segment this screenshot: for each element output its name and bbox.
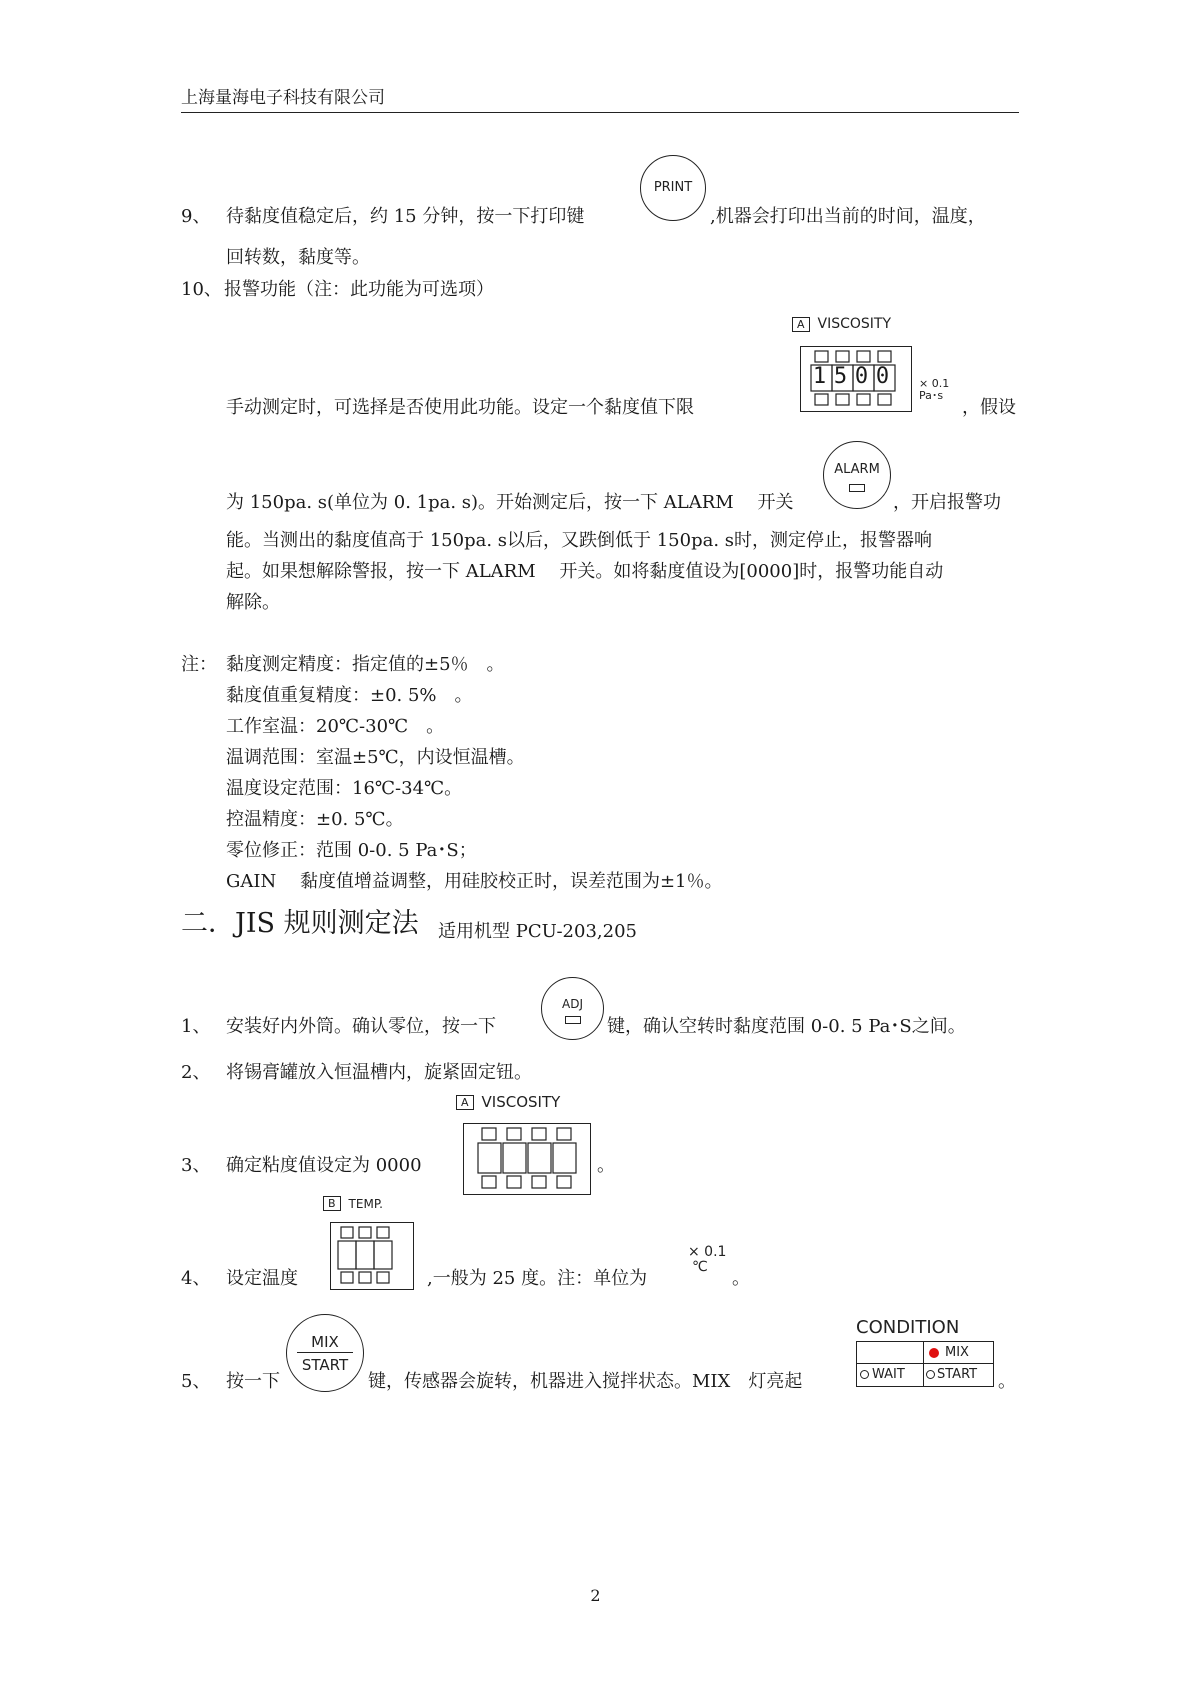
step-3-label: VISCOSITY — [481, 1093, 561, 1111]
item-10-line-1-end: ，假设 — [962, 397, 1016, 418]
step-4-text-a: 设定温度 — [226, 1268, 298, 1289]
step-4-tag: B — [323, 1196, 341, 1211]
start-lamp-icon — [926, 1370, 935, 1379]
item-10-line-3: 能。当测出的黏度值高于 150pa. s以后，又跌倒低于 150pa. s时，测定停止，报警器响 — [226, 530, 933, 551]
step-5-number: 5、 — [181, 1371, 211, 1392]
mix-start-key-divider — [297, 1352, 353, 1353]
note-line: 零位修正：范围 0-0. 5 Pa･S； — [226, 840, 477, 861]
viscosity-digit-3: 0 — [854, 364, 869, 389]
temperature-unit — [688, 1245, 726, 1274]
viscosity-display-1500 — [800, 346, 912, 412]
alarm-key-slot — [849, 484, 865, 492]
temperature-unit-top: × 0.1 — [688, 1244, 727, 1260]
step-4-caption — [323, 1196, 383, 1211]
mix-start-key-bottom: START — [301, 1356, 349, 1374]
step-2-number: 2、 — [181, 1062, 211, 1083]
temperature-display — [330, 1222, 414, 1290]
print-key — [640, 155, 706, 221]
step-4-text-c: 。 — [732, 1268, 750, 1289]
step-1-text-a: 安装好内外筒。确认零位，按一下 — [226, 1016, 496, 1037]
item-9-text-c: 回转数，黏度等。 — [226, 247, 370, 268]
mix-lamp-icon — [929, 1348, 939, 1358]
condition-title: CONDITION — [856, 1317, 960, 1338]
step-3-caption — [456, 1093, 560, 1111]
step-4-number: 4、 — [181, 1268, 211, 1289]
print-key-label: PRINT — [653, 180, 693, 195]
item-9-number: 9、 — [181, 206, 211, 227]
condition-start-label: START — [937, 1367, 978, 1382]
adj-key-label: ADJ — [562, 997, 583, 1011]
step-1-text-b: 键，确认空转时黏度范围 0-0. 5 Pa･S之间。 — [607, 1016, 966, 1037]
step-3-tag: A — [456, 1095, 474, 1110]
note-line: 控温精度：±0. 5℃。 — [226, 809, 404, 830]
alarm-key — [823, 441, 891, 509]
step-4-label: TEMP. — [348, 1196, 383, 1211]
temperature-display-frame — [331, 1223, 411, 1287]
note-line: 温调范围：室温±5℃，内设恒温槽。 — [226, 747, 525, 768]
condition-mix — [929, 1345, 969, 1360]
item-10-line-5: 解除。 — [226, 592, 280, 613]
viscosity-unit-bottom: Pa･s — [919, 388, 944, 402]
condition-wait — [860, 1367, 905, 1382]
viscosity-caption — [792, 316, 891, 332]
temperature-unit-bottom: ℃ — [692, 1258, 708, 1275]
note-line: 工作室温：20℃-30℃ 。 — [226, 716, 445, 737]
item-9-text-b: ,机器会打印出当前的时间，温度， — [710, 206, 986, 227]
viscosity-label: VISCOSITY — [817, 316, 892, 332]
step-3-text-b: 。 — [597, 1155, 615, 1176]
page-number: 2 — [590, 1586, 601, 1605]
step-4-text-b: ,一般为 25 度。注：单位为 — [427, 1268, 648, 1289]
section-2-subheading: 适用机型 PCU-203,205 — [438, 921, 637, 942]
step-2-text: 将锡膏罐放入恒温槽内，旋紧固定钮。 — [226, 1062, 532, 1083]
condition-wait-label: WAIT — [872, 1367, 905, 1382]
item-10-line-4: 起。如果想解除警报，按一下 ALARM 开关。如将黏度值设为[0000]时，报警功能自动 — [226, 561, 944, 582]
note-line: GAIN 黏度值增益调整，用硅胶校正时，误差范围为±1％。 — [226, 871, 723, 892]
item-10-number: 10、 — [181, 279, 222, 300]
viscosity-tag: A — [792, 317, 810, 332]
item-10-line-2b: ，开启报警功 — [893, 492, 1001, 513]
condition-divider-vertical — [923, 1342, 924, 1386]
condition-panel — [856, 1341, 994, 1387]
step-5-text-a: 按一下 — [226, 1371, 280, 1392]
note-line: 黏度测定精度：指定值的±5％ 。 — [226, 654, 505, 675]
header-rule — [181, 112, 1019, 113]
adj-key-slot — [565, 1016, 581, 1024]
item-10-line-2a: 为 150pa. s(单位为 0. 1pa. s)。开始测定后，按一下 ALARM 开关 — [226, 492, 794, 513]
viscosity-digit-4: 0 — [875, 364, 890, 389]
adj-key — [541, 977, 604, 1040]
step-1-number: 1、 — [181, 1016, 211, 1037]
viscosity-digits — [809, 364, 893, 390]
viscosity-unit-top: × 0.1 — [919, 377, 950, 390]
mix-start-key — [286, 1314, 364, 1392]
condition-divider-horizontal — [857, 1363, 993, 1364]
wait-lamp-icon — [860, 1370, 869, 1379]
alarm-key-label: ALARM — [834, 462, 880, 477]
item-10-line-1: 手动测定时，可选择是否使用此功能。设定一个黏度值下限 — [226, 397, 694, 418]
step-3-text-a: 确定粘度值设定为 0000 — [226, 1155, 422, 1176]
note-line: 黏度值重复精度：±0. 5% 。 — [226, 685, 473, 706]
viscosity-unit — [919, 378, 949, 401]
condition-start — [926, 1367, 977, 1382]
mix-start-key-top: MIX — [311, 1333, 339, 1351]
step-3-number: 3、 — [181, 1155, 211, 1176]
viscosity-digit-1: 1 — [812, 364, 827, 389]
viscosity-display-blank — [463, 1123, 591, 1195]
viscosity-blank-frame — [464, 1124, 588, 1192]
note-line: 温度设定范围：16℃-34℃。 — [226, 778, 463, 799]
condition-mix-label: MIX — [945, 1345, 969, 1360]
item-9-text-a: 待黏度值稳定后，约 15 分钟，按一下打印键 — [226, 206, 585, 227]
step-5-text-c: 。 — [998, 1371, 1016, 1392]
step-5-text-b: 键，传感器会旋转，机器进入搅拌状态。MIX 灯亮起 — [368, 1371, 803, 1392]
viscosity-digit-2: 5 — [833, 364, 848, 389]
section-2-heading: 二．JIS 规则测定法 — [181, 908, 419, 939]
item-10-title: 报警功能（注：此功能为可选项） — [224, 279, 494, 300]
company-header: 上海量海电子科技有限公司 — [181, 88, 385, 108]
notes-label: 注： — [181, 654, 217, 675]
